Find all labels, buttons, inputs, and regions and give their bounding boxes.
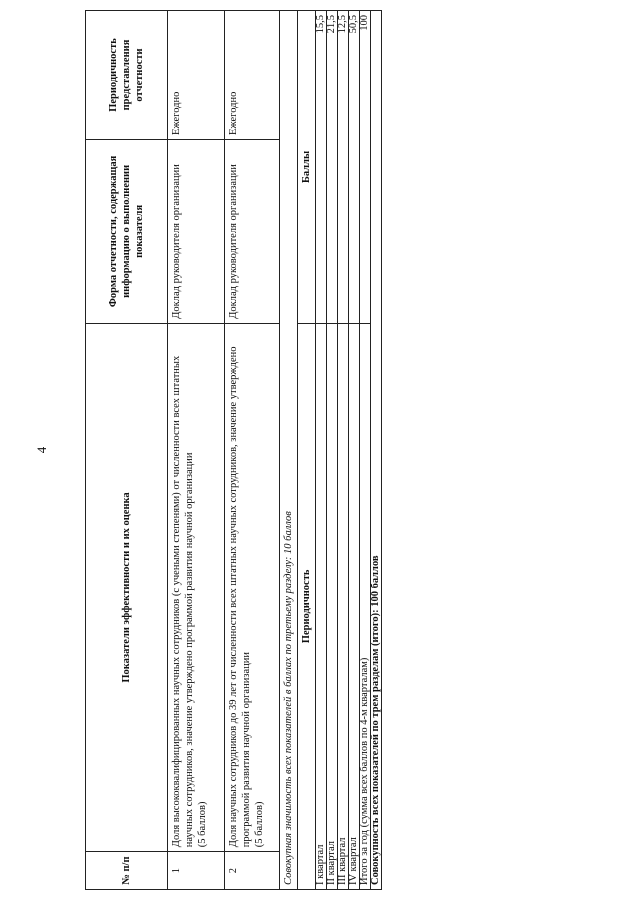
row-num: 1 xyxy=(168,852,225,890)
periodicity-header-row xyxy=(298,11,316,890)
quarter-score: 15,5 xyxy=(316,11,327,324)
year-total-label: Итого за год (сумма всех баллов по 4-м кварталам) xyxy=(360,323,371,889)
quarter-label: III квартал xyxy=(338,323,349,889)
indicator-text: Доля высококвалифицированных научных сотрудников (с учеными степенями) от численности всех штатных научных сотрудников, значение утверждено программой развития научной организации xyxy=(171,355,196,848)
header-period: Периодичность представления отчетности xyxy=(86,11,168,140)
grand-total-row xyxy=(371,11,382,890)
row-indicator xyxy=(225,323,280,851)
year-total-row xyxy=(360,11,371,890)
quarter-score: 12,5 xyxy=(338,11,349,324)
table-header-row xyxy=(86,11,168,890)
score-header: Баллы xyxy=(298,11,316,324)
table-row xyxy=(225,11,280,890)
indicator-points: (5 баллов) xyxy=(254,801,266,848)
year-total-score: 100 xyxy=(360,11,371,324)
quarter-score: 21,5 xyxy=(327,11,338,324)
indicator-points: (5 баллов) xyxy=(197,801,209,848)
quarter-label: IV квартал xyxy=(349,323,360,889)
quarter-label: II квартал xyxy=(327,323,338,889)
grand-total: Совокупность всех показателей по трем разделам (итого): 100 баллов xyxy=(371,11,382,890)
table-row xyxy=(168,11,225,890)
rotated-table-container xyxy=(85,10,380,890)
quarter-row xyxy=(327,11,338,890)
header-indicator: Показатели эффективности и их оценка xyxy=(86,323,168,851)
header-form: Форма отчетности, содержащая информацию о выполнении показателя xyxy=(86,140,168,324)
quarter-row xyxy=(338,11,349,890)
row-indicator xyxy=(168,323,225,851)
periodicity-header: Периодичность xyxy=(298,323,316,889)
row-num: 2 xyxy=(225,852,280,890)
indicators-table xyxy=(85,10,382,890)
page-number: 4 xyxy=(34,446,49,454)
row-period: Ежегодно xyxy=(225,11,280,140)
quarter-score: 50,5 xyxy=(349,11,360,324)
indicator-text: Доля научных сотрудников до 39 лет от численности всех штатных научных сотрудников, значение утверждено программой развития научной организации xyxy=(228,346,253,848)
section-total: Совокупная значимость всех показателей в баллах по третьему разделу: 10 баллов xyxy=(280,11,298,890)
row-form: Доклад руководителя организации xyxy=(225,140,280,324)
header-num: № п/п xyxy=(86,852,168,890)
quarter-row xyxy=(349,11,360,890)
row-form: Доклад руководителя организации xyxy=(168,140,225,324)
row-period: Ежегодно xyxy=(168,11,225,140)
section-total-row xyxy=(280,11,298,890)
quarter-label: I квартал xyxy=(316,323,327,889)
quarter-row xyxy=(316,11,327,890)
